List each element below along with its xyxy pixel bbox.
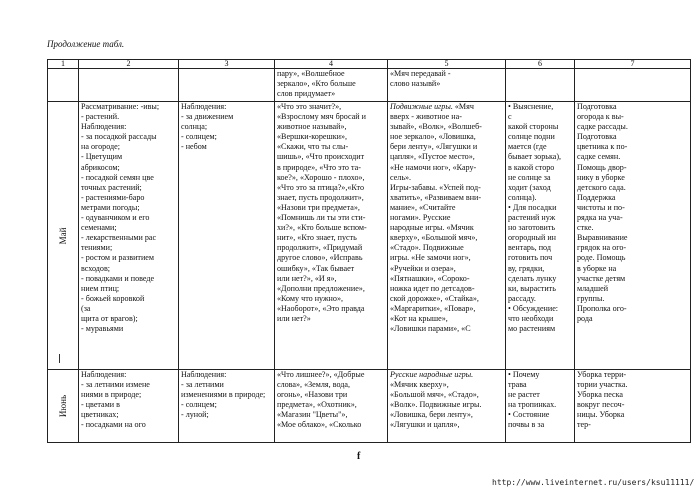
empty-cell [179,69,275,102]
sky-observations-cell: Наблюдения: - за движением солнца; - солнцем; - небом [179,102,275,370]
games-text: «Мячик кверху», «Большой мяч», «Стадо», «Волк». Подвижные игры. «Ловишка, бери ленту», «Лягушки и цапля», [390,380,482,430]
month-label: Май [57,227,68,244]
header-cell: 2 [79,60,179,69]
month-cell [48,370,79,443]
table-row-may [48,102,691,370]
sky-observations-cell: Наблюдения: - за летними изменениями в природе; - солнцем; - луной; [179,370,275,443]
watermark-url: http://www.liveinternet.ru/users/ksu11111/ [492,478,695,487]
month-cell [48,102,79,370]
empty-cell [575,69,691,102]
games-cell: «Что это значит?», «Взрослому мяч бросай и животное называй», «Вершки-корешки», «Скажи, что ты слы- шишь», «Что происходит в природе», «Что это та- кое?», «Хорошо - плохо», «Что это за птица?»,«Кто знает, пусть продолжит», «Назови три предмета», «Помнишь ли ты эти сти- хи?», «Кто больше вспом- нит», «Кто знает, пусть продолжит», «Придумай другое слово», «Исправь ошибку», «Так бывает или нет?», «И я», «Дополни предложение», «Кому что нужно», «Наоборот», «Это правда или нет?» [275,102,388,370]
header-cell: 3 [179,60,275,69]
header-cell: 1 [48,60,79,69]
outdoor-games-cell: «Мяч передавай - слово назывй» [388,69,506,102]
table-row-june [48,370,691,443]
table-caption: Продолжение табл. [47,39,125,49]
experiments-cell: • Почему трава не растет на тропинках. • Состояние почвы в за [506,370,575,443]
games-text: «Мяч вверх - животное на- зывай», «Волк», «Волшеб- ное зеркало», «Ловишка, бери ленту», «Лягушки и цапля», «Пустое место», «Не намочи ног», «Кару- сель». Игры-забавы. «Успей под- хватить», «Развиваем вни- мание», «Считайте ногами». Русские народные игры. «Мячик кверху», «Большой мяч», «Стадо». Подвижные игры. «Не замочи ног», «Ручейки и озера», «Пятнашки», «Сороко- ножка идет по детсадов- ской дорожке», «Стайка», «Маргаритки», «Повар», «Кот на крыше», «Ловишки парами», «С [390,102,482,334]
outdoor-games-cell [388,102,506,370]
labor-cell: Подготовка огорода к вы- садке рассады. Подготовка цветника к по- садке семян. Помощь двор- нику в уборке детского сада. Поддержка чистоты и по- рядка на уча- стке. Выравнивание грядок на ого- роде. Помощь в уборке на участке детям младшей группы. Прополка ого- рода [575,102,691,370]
games-cell: «Что лишнее?», «Добрые слова», «Земля, вода, огонь», «Назови три предмета», «Охотник», «Магазин "Цветы"», «Мое облако», «Сколько [275,370,388,443]
header-cell: 5 [388,60,506,69]
empty-cell [506,69,575,102]
header-cell: 7 [575,60,691,69]
empty-cell [48,69,79,102]
experiments-cell: • Выяснение, с какой стороны солнце подни мается (где бывает зорька), в какой сторо не солнце за ходит (заход солнца). • Для посадки растений нуж но заготовить огородный ин вентарь, под готовить поч ву, грядки, сделать лунку ки, вырастить рассаду. • Обсуждение: что необходи мо растениям [506,102,575,370]
page-mark: f [357,451,361,462]
header-row [48,60,691,69]
activity-table [47,59,691,443]
month-label: Июнь [57,394,68,418]
observations-cell: Рассматривание: -ивы; - растений. Наблюдения: - за посадкой рассады на огороде; - Цветущим абрикосом; - посадкой семян цве точных растений; - растениями-баро метрами погоды; - одуванчиком и его семенами; - лекарственными рас тениями; - ростом и развитием всходов; - повадками и поведе нием птиц; - божьей коровкой (за щита от врагов); - муравьями [79,102,179,370]
table-row [48,69,691,102]
observations-cell: Наблюдения: - за летними измене ниями в природе; - цветами в цветниках; - посадками на ого [79,370,179,443]
header-cell: 4 [275,60,388,69]
section-heading: Подвижные игры. [390,102,453,111]
header-cell: 6 [506,60,575,69]
labor-cell: Уборка терри- тории участка. Уборка песка вокруг песоч- ницы. Уборка тер- [575,370,691,443]
divider [59,354,60,363]
section-heading: Русские народные игры. [390,370,474,379]
games-cell: пару», «Волшебное зеркало», «Кто больше слов придумает» [275,69,388,102]
empty-cell [79,69,179,102]
outdoor-games-cell [388,370,506,443]
